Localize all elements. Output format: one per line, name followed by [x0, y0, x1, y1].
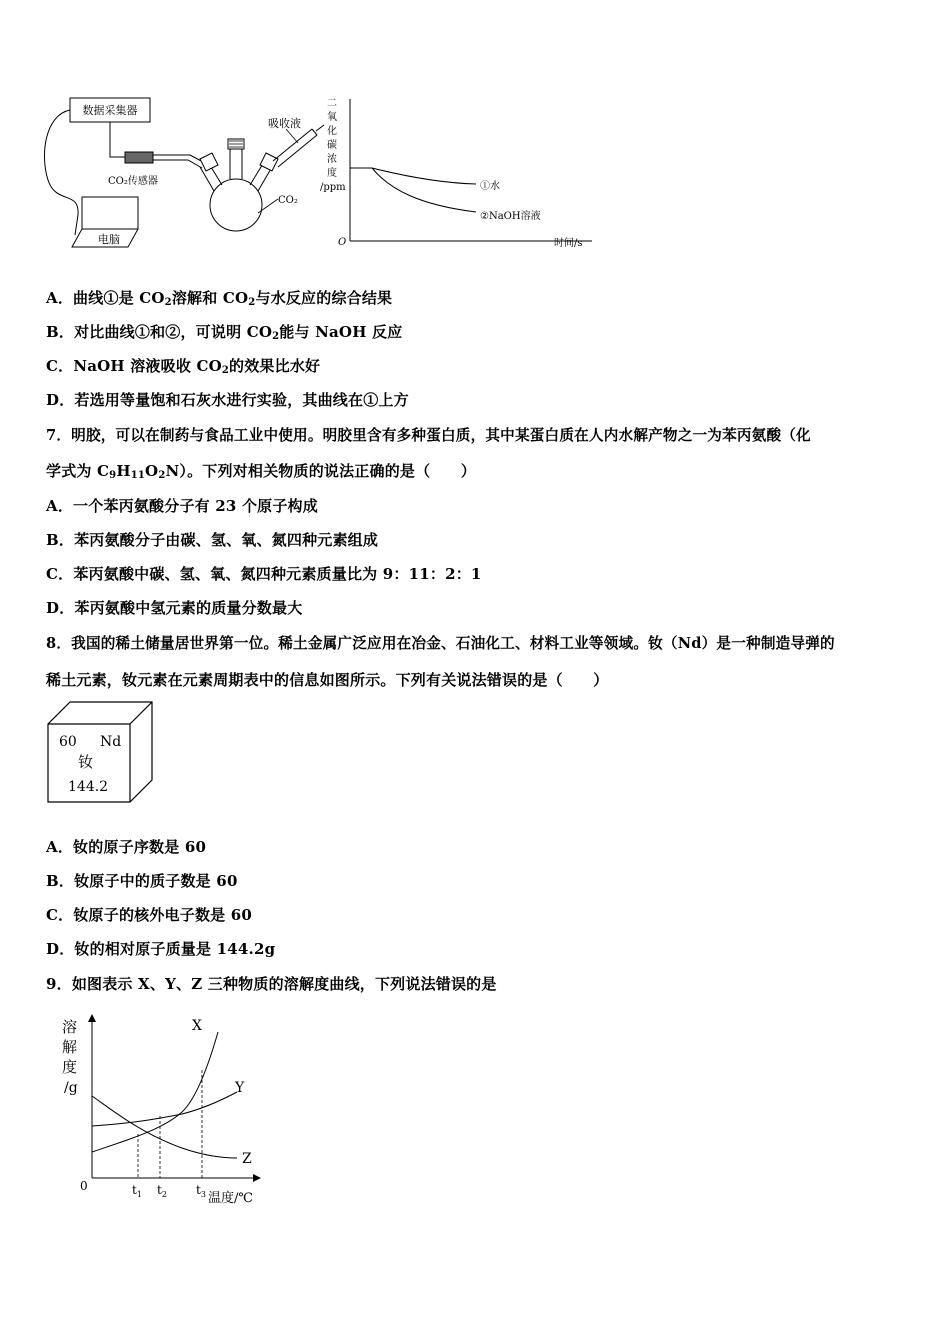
q6-option-a: A．曲线①是 $CO_2$溶解和 $CO_2$与水反应的综合结果: [46, 289, 393, 308]
atomic-number: 60: [59, 734, 77, 750]
syringe: [273, 129, 317, 167]
solubility-origin: 0: [80, 1179, 88, 1193]
solubility-y-label-2: 解: [62, 1038, 78, 1056]
y-label-2: 氧: [327, 112, 337, 123]
solubility-y-label-4: /g: [64, 1080, 78, 1096]
q6-option-b: B．对比曲线①和②，可说明 $CO_2$能与 NaOH 反应: [46, 323, 403, 342]
solubility-y-label-1: 溶: [62, 1018, 78, 1036]
absorbent-label: 吸收液: [268, 117, 301, 130]
flask-body: [210, 179, 262, 231]
tick-t1: $t_1$: [132, 1183, 142, 1199]
y-unit: /ppm: [320, 182, 346, 193]
gas-tube: [153, 155, 205, 168]
curve-y: [92, 1092, 237, 1126]
y-label-4: 碳: [327, 140, 337, 151]
series-z-label: Z: [242, 1151, 252, 1167]
element-name: 钕: [78, 753, 94, 771]
solubility-y-label-3: 度: [62, 1058, 78, 1076]
q8-option-a: A．钕的原子序数是 60: [46, 838, 207, 856]
flask-neck: [230, 147, 242, 179]
element-symbol: Nd: [100, 734, 122, 750]
curve2-label: ②NaOH溶液: [480, 211, 541, 222]
tick-t3: $t_3$: [196, 1183, 206, 1199]
q8-option-c: C．钕原子的核外电子数是 60: [46, 906, 253, 924]
computer-label: 电脑: [98, 233, 120, 246]
co2-sensor: [125, 152, 153, 163]
q8-option-b: B．钕原子中的质子数是 60: [46, 872, 238, 890]
origin-label: O: [338, 237, 347, 248]
atomic-mass: 144.2: [68, 779, 109, 795]
q8-option-d: D．钕的相对原子质量是 144.2g: [46, 940, 276, 958]
x-axis-label: 时间/s: [554, 238, 583, 249]
q7-option-c: C．苯丙氨酸中碳、氢、氧、氮四种元素质量比为 9：11：2：1: [46, 565, 482, 583]
co2-experiment-figure: [40, 95, 600, 260]
q8-stem-line1: 8．我国的稀土储量居世界第一位。稀土金属广泛应用在冶金、石油化工、材料工业等领域。钕（Nd）是一种制造导弹的: [46, 635, 835, 652]
solubility-curve-figure: [52, 1010, 277, 1210]
curve1-label: ①水: [480, 181, 500, 192]
q7-stem-line1: 7．明胶，可以在制药与食品工业中使用。明胶里含有多种蛋白质，其中某蛋白质在人内水解产物之一为苯丙氨酸（化: [46, 427, 811, 444]
cable: [44, 110, 78, 235]
y-label-5: 浓: [327, 154, 337, 165]
curve-water: [350, 168, 476, 184]
co2-gas-label: CO₂: [278, 195, 298, 206]
q6-option-c: C．NaOH 溶液吸收 $CO_2$的效果比水好: [46, 357, 321, 376]
data-collector-label: 数据采集器: [82, 104, 138, 117]
q7-option-b: B．苯丙氨酸分子由碳、氢、氧、氮四种元素组成: [46, 531, 379, 549]
element-cell-figure: [44, 698, 156, 806]
solubility-x-label: 温度/℃: [208, 1191, 253, 1206]
sensor-wire: [110, 122, 125, 157]
curve-z: [92, 1096, 237, 1158]
curve-naoh: [372, 168, 476, 212]
q6-option-d: D．若选用等量饱和石灰水进行实验，其曲线在①上方: [46, 391, 409, 409]
series-y-label: Y: [235, 1080, 245, 1096]
series-x-label: X: [192, 1018, 202, 1034]
q9-stem: 9．如图表示 X、Y、Z 三种物质的溶解度曲线，下列说法错误的是: [46, 975, 497, 993]
y-label-6: 度: [327, 168, 337, 179]
q8-stem-line2: 稀土元素，钕元素在元素周期表中的信息如图所示。下列有关说法错误的是（ ）: [46, 671, 609, 689]
q7-stem-line2: 学式为 $C_9H_{11}O_2N$）。下列对相关物质的说法正确的是（ ）: [46, 462, 476, 481]
computer-screen: [82, 197, 138, 229]
tick-t2: $t_2$: [157, 1183, 167, 1199]
y-label-1: 二: [327, 98, 337, 109]
curve-x: [92, 1032, 218, 1152]
q7-option-d: D．苯丙氨酸中氢元素的质量分数最大: [46, 599, 303, 617]
q7-option-a: A．一个苯丙氨酸分子有 23 个原子构成: [46, 497, 318, 515]
sensor-label: CO₂传感器: [108, 176, 158, 187]
y-label-3: 化: [327, 126, 337, 137]
